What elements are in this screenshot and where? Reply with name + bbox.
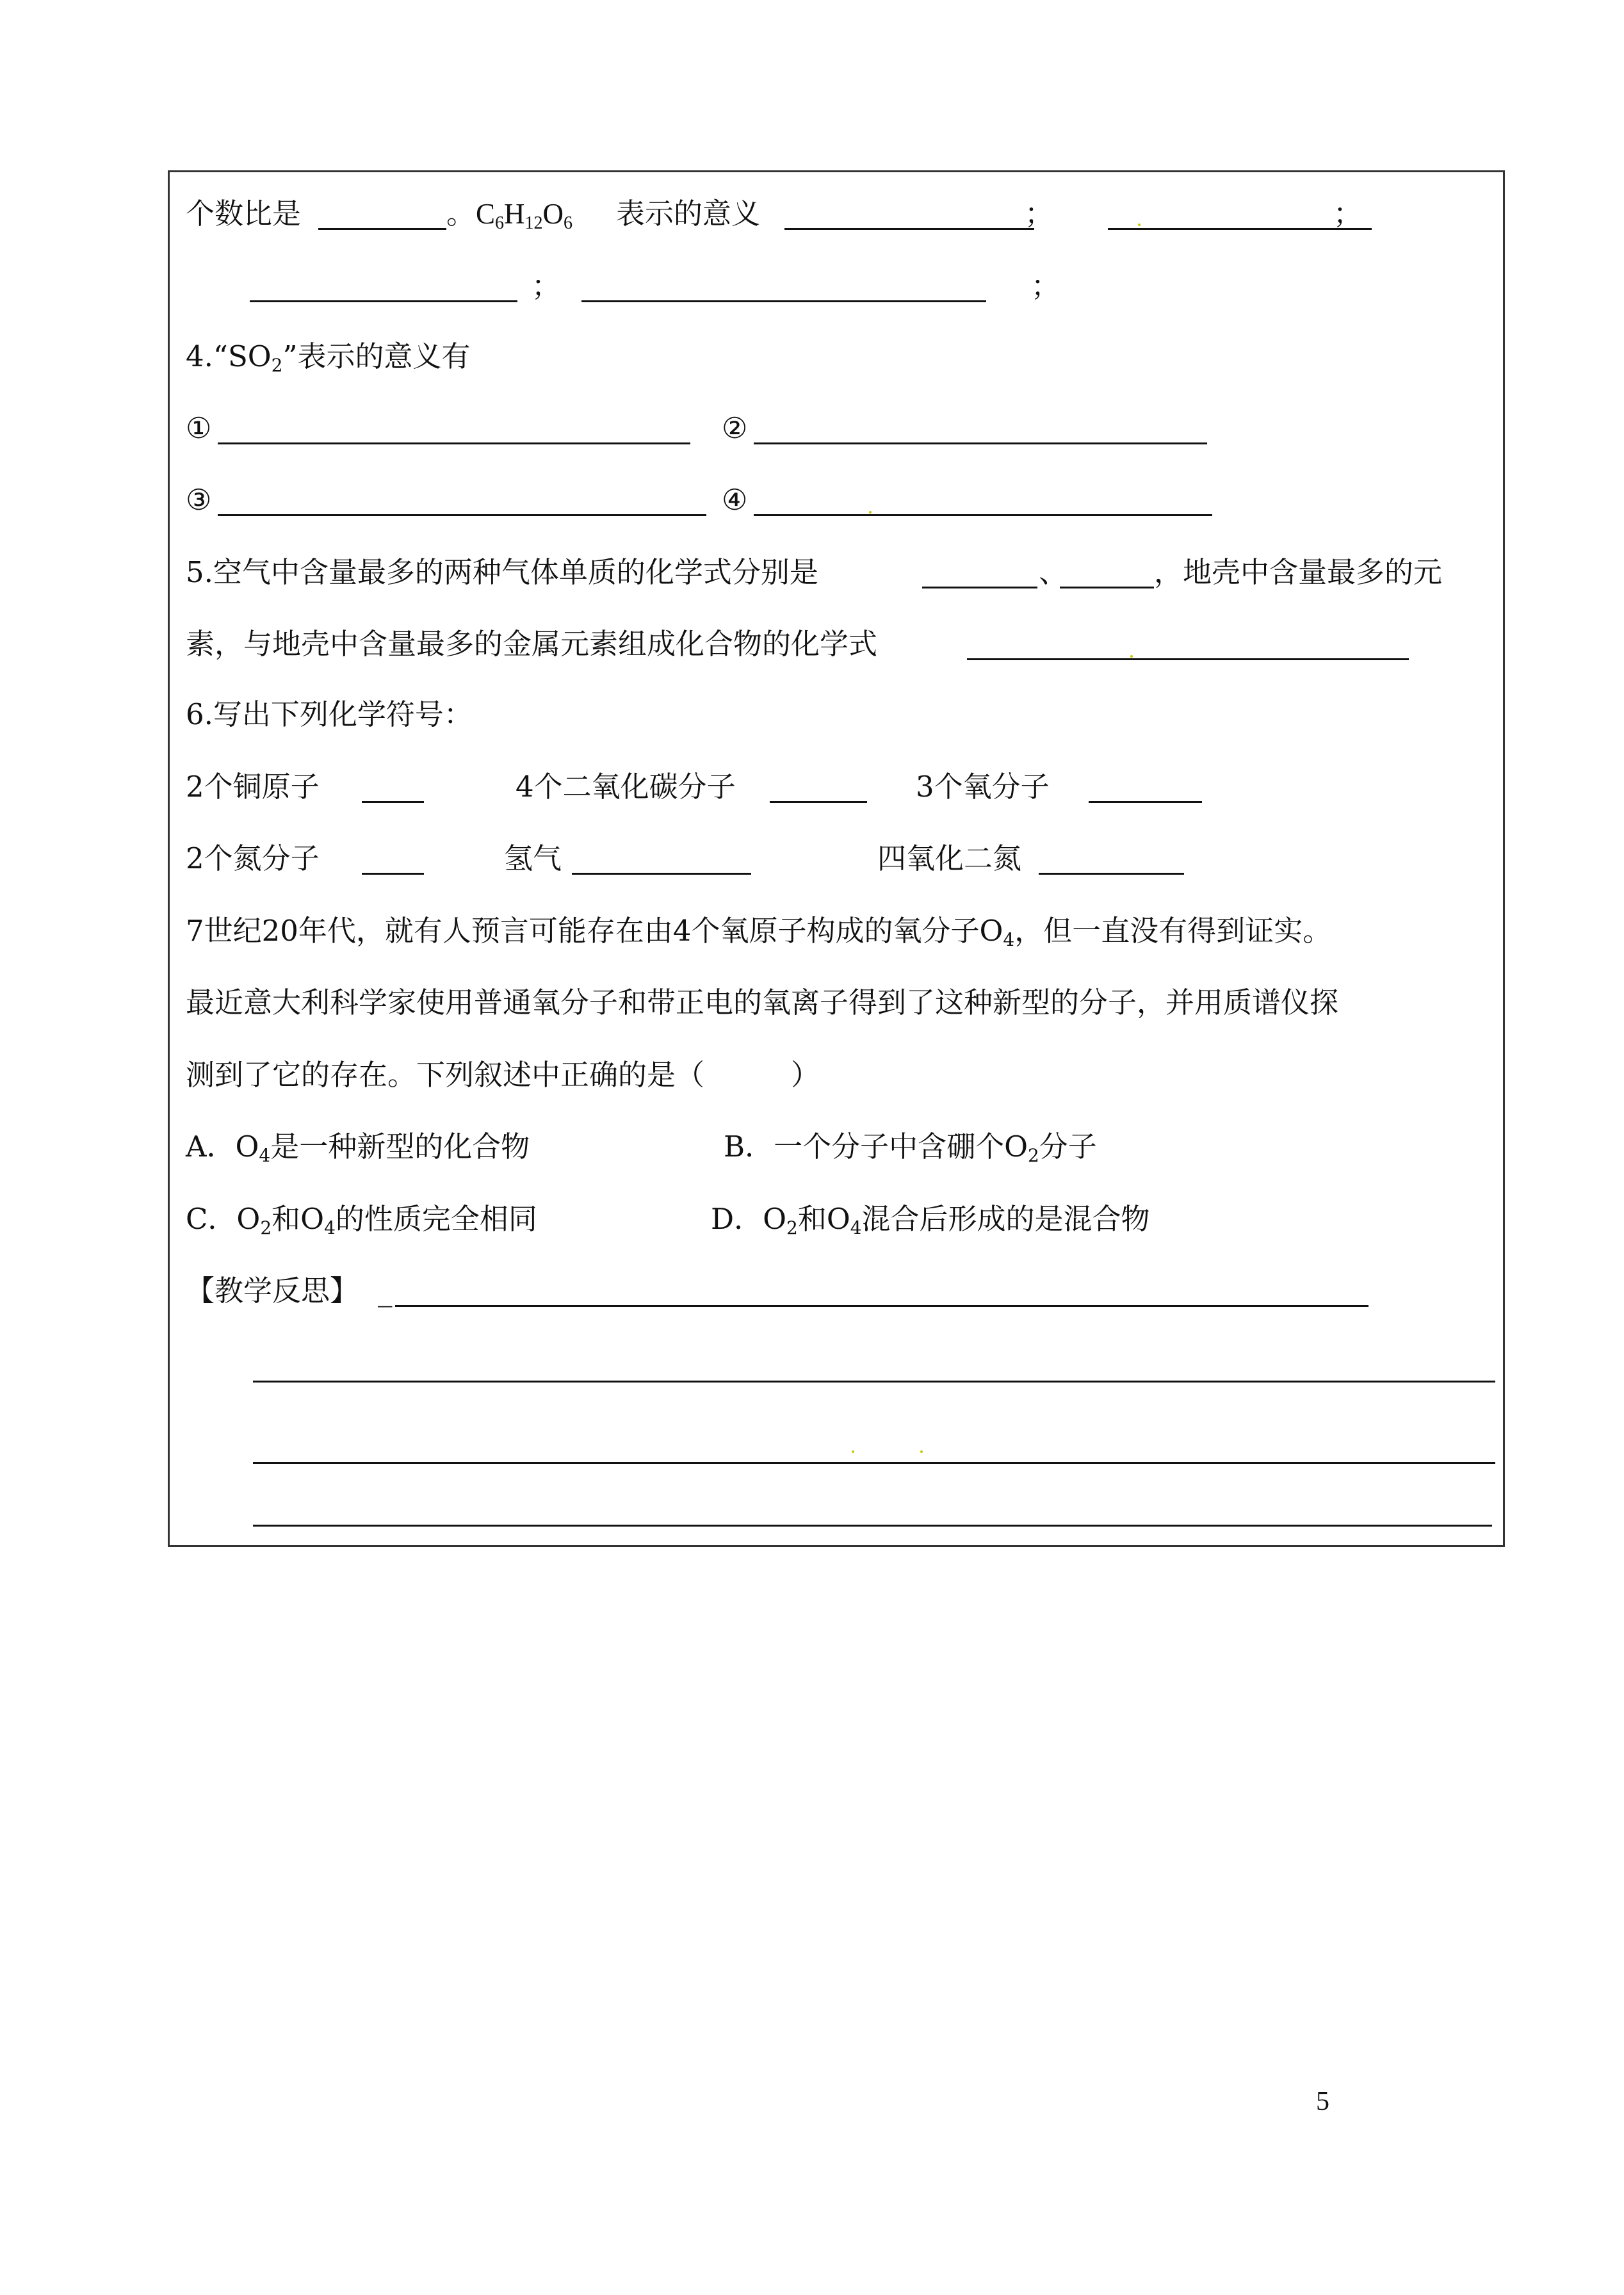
marker-1: ① [186,411,212,445]
speck [1130,655,1133,658]
glucose-formula: $C_6H_{12}O_6$ [476,198,573,233]
reflection-line [170,1269,1503,1313]
ratio-blank[interactable] [318,228,446,230]
semicolon-1: ； [1025,197,1054,231]
reflection-label: 【教学反思】 [186,1274,359,1308]
semicolon-2: ； [1333,197,1363,231]
q7-options-row-1 [170,1124,1503,1169]
semicolon-3: ； [532,269,561,303]
option-b[interactable]: B．一个分子中含硼个$O_2$分子 [724,1130,1097,1166]
ratio-prefix: 个数比是 [186,197,302,231]
option-c[interactable]: C．$O_2$和$O_4$的性质完全相同 [186,1202,537,1238]
q4-title: $4.“SO_2$”表示的意义有 [186,339,471,376]
q6-blank-3[interactable] [1089,801,1202,803]
marker-2: ② [722,411,748,445]
q6-blank-2[interactable] [770,801,867,803]
q5-blank-2[interactable] [1060,587,1154,588]
semicolon-4: ； [1031,269,1060,303]
speck [1138,223,1141,226]
option-d[interactable]: D．$O_2$和$O_4$混合后形成的是混合物 [711,1202,1150,1238]
reflection-blank-4[interactable] [253,1525,1492,1527]
reflection-blank-2[interactable] [253,1381,1495,1383]
q4-blank-4[interactable] [754,514,1212,516]
q5-blank-3[interactable] [967,658,1409,660]
q7-line-1: 7世纪20年代，就有人预言可能存在由4个氧原子构成的氧分子$O_4$，但一直没有得到证实。 [186,914,1332,950]
q7-options-row-2 [170,1197,1503,1242]
reflection-blank-1[interactable] [395,1305,1368,1307]
q7-line-2: 最近意大利科学家使用普通氧分子和带正电的氧离子得到了这种新型的分子，并用质谱仪探 [186,985,1339,1019]
q4-row-1 [170,406,1503,451]
q6-blank-4[interactable] [362,873,424,875]
worksheet-box [168,170,1505,1547]
q3-meaning-line-2 [170,264,1503,309]
speck [869,511,872,514]
speck [852,1450,854,1453]
q6-blank-5[interactable] [572,873,751,875]
marker-4: ④ [722,483,748,517]
speck [920,1450,923,1453]
q6-blank-6[interactable] [1039,873,1184,875]
page-number: 5 [1316,2087,1329,2116]
q6-row-1: 2个铜原子 4个二氧化碳分子 3个氧分子 [170,765,1503,809]
period: 。 [446,197,476,231]
q4-blank-3[interactable] [218,514,706,516]
meaning-blank-3[interactable] [250,300,517,302]
q6-blank-1[interactable] [362,801,424,803]
q5-line-1: 5.空气中含量最多的两种气体单质的化学式分别是 、 ，地壳中含量最多的元 [186,555,1443,589]
option-a[interactable]: A．$O_4$是一种新型的化合物 [186,1130,530,1166]
meaning-blank-2[interactable] [1108,228,1372,230]
q5-line-2: 素，与地壳中含量最多的金属元素组成化合物的化学式 [170,622,1503,667]
q6-row-2: 2个氮分子 氢气 四氧化二氮 [170,836,1503,881]
q5-blank-1[interactable] [922,587,1037,588]
reflection-blank-3[interactable] [253,1462,1495,1464]
meaning-text: 表示的意义 [616,197,761,231]
reflection-mark: _ [378,1274,393,1308]
q3-ratio-line [170,191,1503,236]
meaning-blank-1[interactable] [784,228,1034,230]
meaning-blank-4[interactable] [581,300,986,302]
q7-line-3: 测到了它的存在。下列叙述中正确的是（ ） [186,1058,820,1092]
q4-blank-1[interactable] [218,442,690,444]
q6-title: 6.写出下列化学符号： [186,697,473,731]
q4-row-2 [170,478,1503,523]
marker-3: ③ [186,483,212,517]
q4-blank-2[interactable] [754,442,1207,444]
